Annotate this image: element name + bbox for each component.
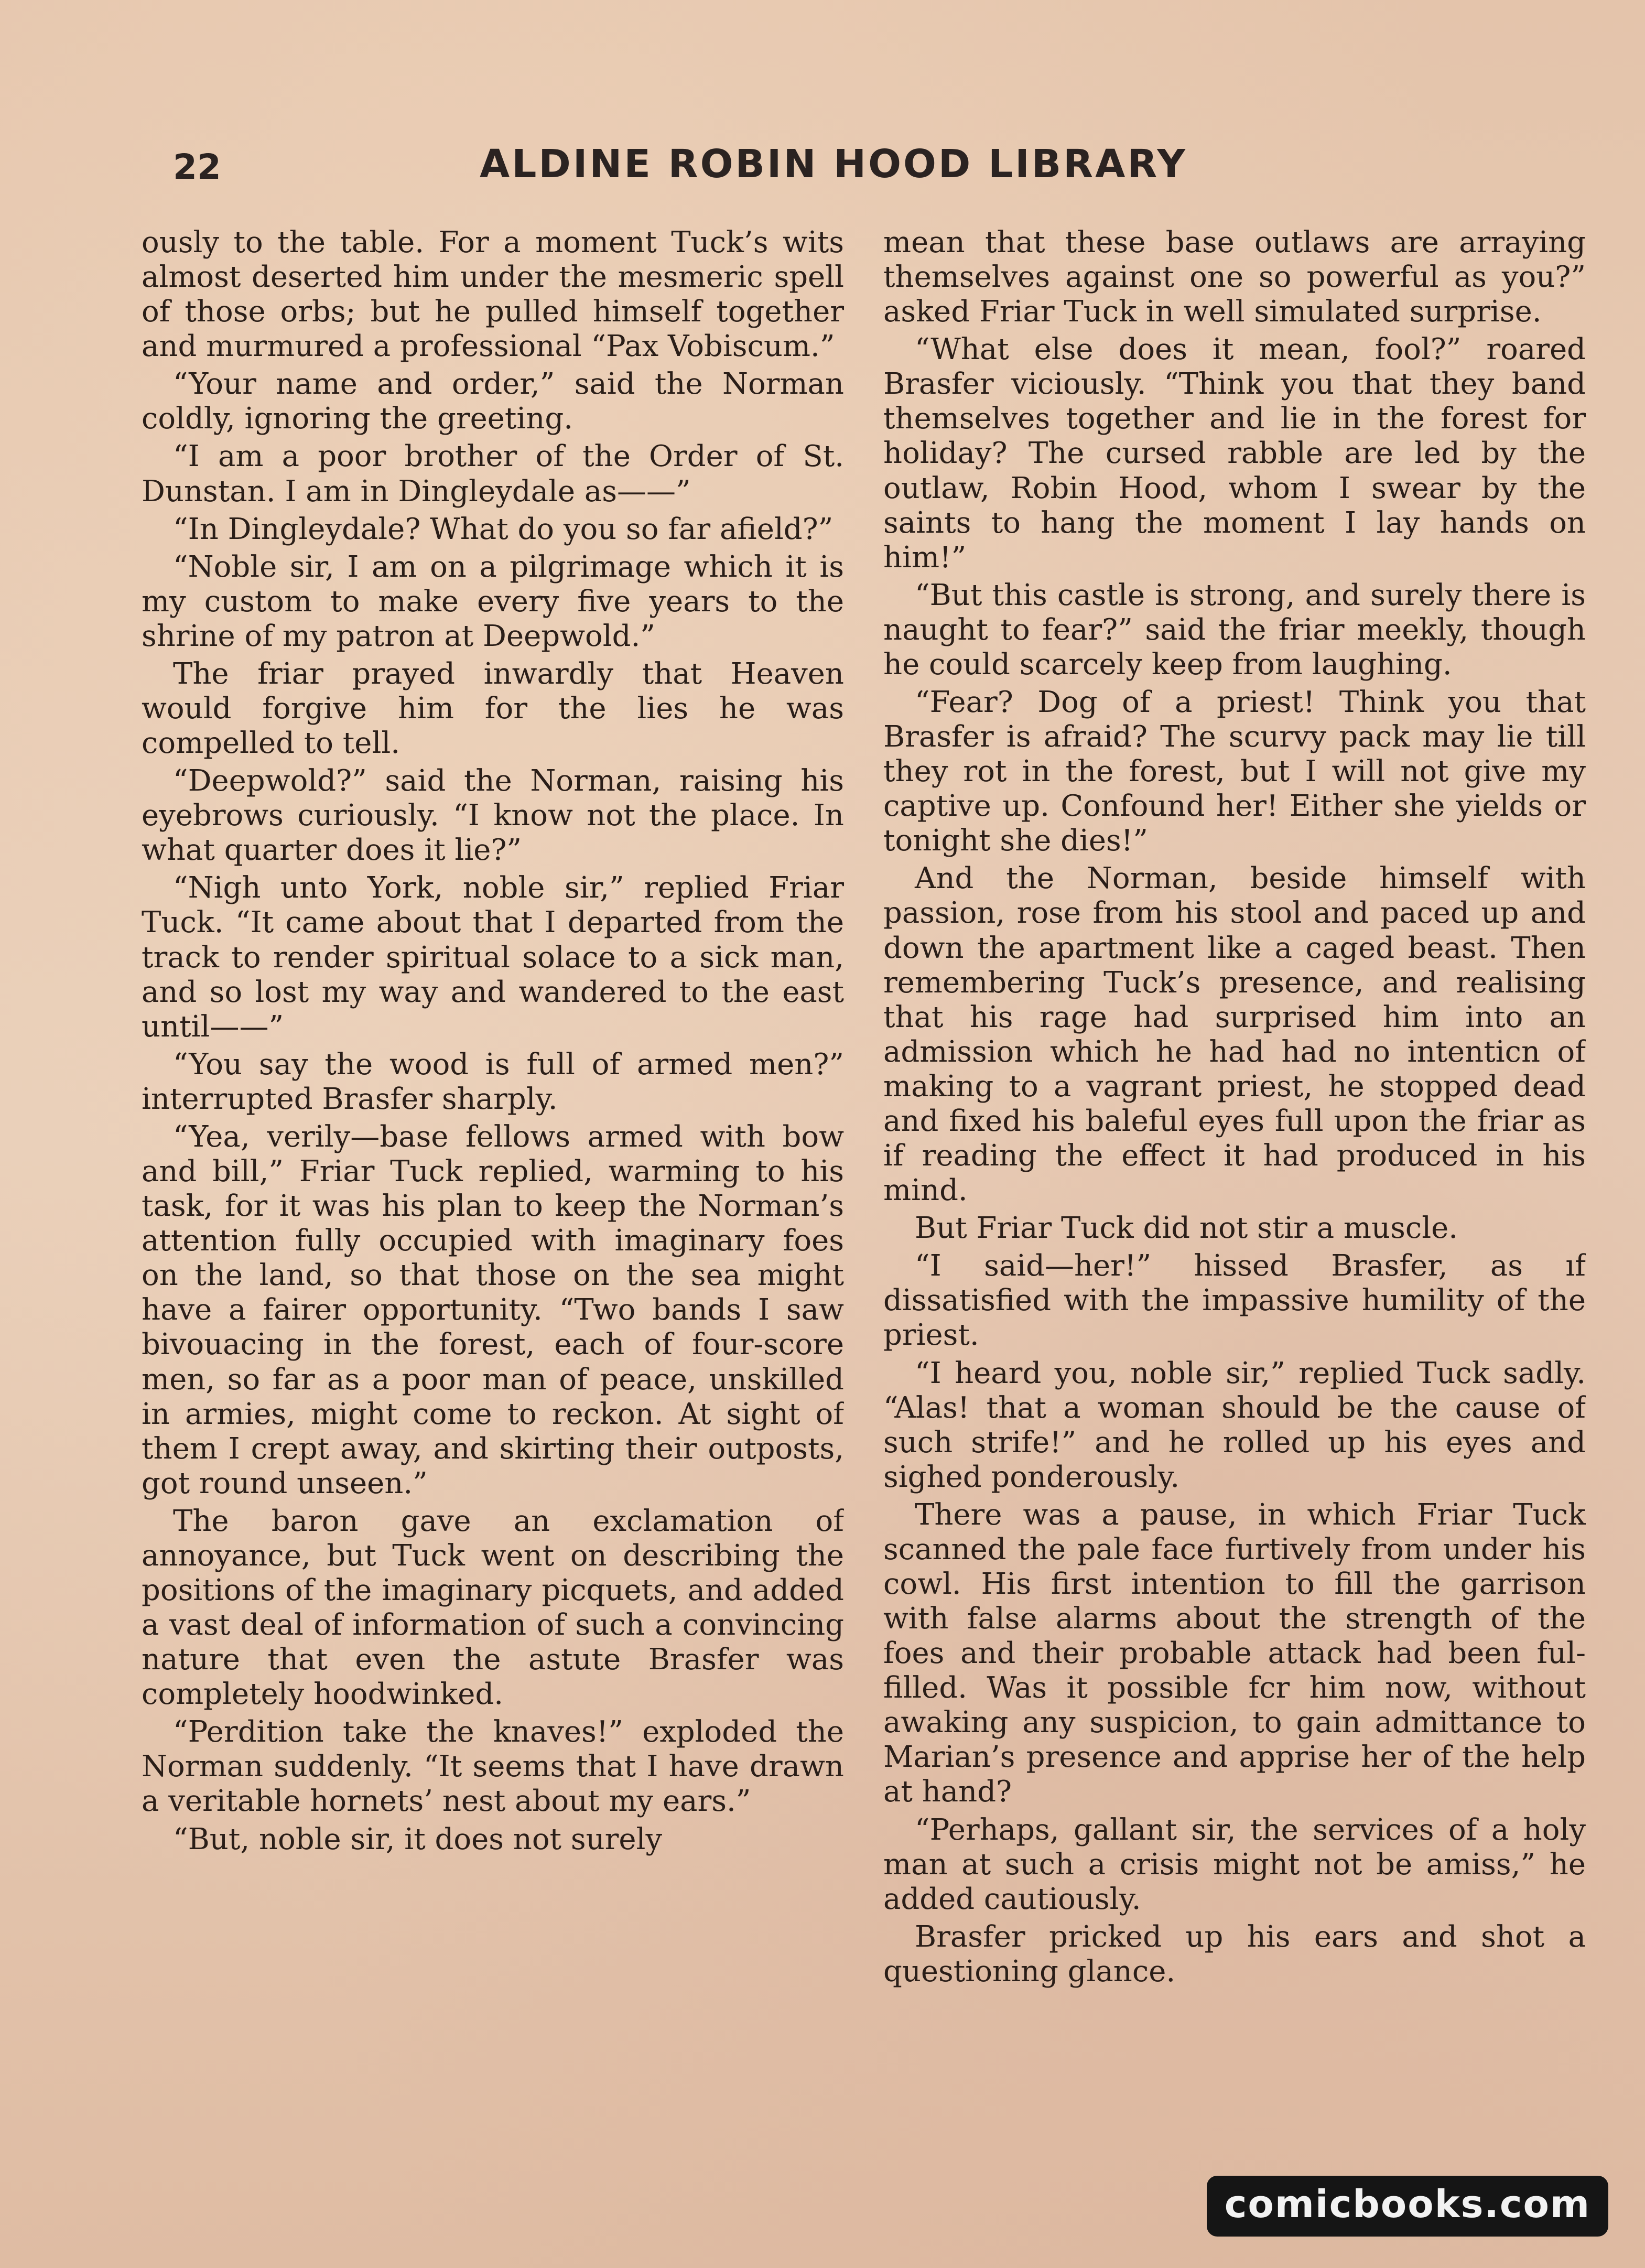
- paragraph: “But, noble sir, it does not surely: [173, 1822, 663, 1856]
- paragraph: “I heard you, noble sir,” replied Tuck sadly. “Alas! that a woman should be the cause of such strife!” and he rolled up his eyes and sighed ponderously.: [883, 1356, 1586, 1494]
- paragraph: “What else does it mean, fool?” roared Brasfer viciously. “Think you that they band themselves together and lie in the forest for holiday? The cursed rabble are led by the outlaw, Robin Hood, whom I swear by the saints to hang the moment I lay hands on him!”: [883, 332, 1586, 575]
- page-number: 22: [173, 147, 221, 187]
- paragraph: “Perhaps, gallant sir, the services of a holy man at such a crisis might not be amiss,” he added cautiously.: [883, 1812, 1586, 1916]
- page-header: [173, 142, 1546, 199]
- paragraph: “But this castle is strong, and surely there is naught to fear?” said the friar meekly, though he could scarcely keep from laughing.: [883, 578, 1586, 682]
- paragraph: There was a pause, in which Friar Tuck scanned the pale face furtively from under his cowl. His first intention to fill the garrison with false alarms about the strength of the foes and their probable attack had been fulfilled. Was it possible fcr him now, without awaking any suspicion, to gain admittance to Marian’s presence and apprise her of the help at hand?: [883, 1497, 1586, 1809]
- paragraph: The friar prayed inwardly that Heaven would forgive him for the lies he was compelled to tell.: [142, 656, 844, 761]
- paragraph: “Fear? Dog of a priest! Think you that Brasfer is afraid? The scurvy pack may lie till they rot in the forest, but I will not give my captive up. Confound her! Either she yields or tonight she dies!”: [883, 685, 1586, 858]
- paragraph: “Nigh unto York, noble sir,” replied Friar Tuck. “It came about that I departed from the track to render spiritual solace to a sick man, and so lost my way and wandered to the east until——”: [142, 871, 844, 1044]
- paragraph: “I am a poor brother of the Order of St. Dunstan. I am in Dingleydale as——”: [142, 439, 844, 509]
- paragraph: “Noble sir, I am on a pilgrimage which it is my custom to make every five years to the shrine of my patron at Deepwold.”: [142, 549, 844, 653]
- paragraph: “In Dingleydale? What do you so far afield?”: [173, 512, 834, 546]
- text-column-left: [142, 225, 844, 2176]
- paragraph: “Your name and order,” said the Norman coldly, ignoring the greeting.: [142, 367, 844, 436]
- paragraph: “Perdition take the knaves!” exploded the Norman suddenly. “It seems that I have drawn a veritable hornets’ nest about my ears.”: [142, 1715, 844, 1819]
- paragraph: mean that these base outlaws are arraying themselves against one so powerful as you?” asked Friar Tuck in well simulated surprise.: [883, 225, 1586, 329]
- paragraph: “You say the wood is full of armed men?” interrupted Brasfer sharply.: [142, 1047, 844, 1116]
- paragraph: “Yea, verily—base fellows armed with bow and bill,” Friar Tuck replied, warming to his task, for it was his plan to keep the Norman’s attention fully occupied with imaginary foes on the land, so that those on the sea might have a fairer opportunity. “Two bands I saw bivouacing in the forest, each of four-score men, so far as a poor man of peace, unskilled in armies, might come to reckon. At sight of them I crept away, and skirting their outposts, got round unseen.”: [142, 1119, 844, 1500]
- paragraph: And the Norman, beside himself with passion, rose from his stool and paced up and down the apartment like a caged beast. Then remembering Tuck’s presence, and realising that his rage had surprised him into an admission which he had had no intenticn of making to a vagrant priest, he stopped dead and fixed his baleful eyes full upon the friar as if reading the effect it had produced in his mind.: [883, 861, 1586, 1208]
- running-title: ALDINE ROBIN HOOD LIBRARY: [480, 142, 1187, 187]
- paragraph: The baron gave an exclamation of annoyance, but Tuck went on describing the positions of the imaginary picquets, and added a vast deal of information of such a convincing nature that even the astute Brasfer was completely hoodwinked.: [142, 1504, 844, 1712]
- paragraph: “I said—her!” hissed Brasfer, as ıf dissatisfied with the impassive humility of the priest.: [883, 1249, 1586, 1353]
- text-column-right: [883, 225, 1586, 2176]
- paragraph: But Friar Tuck did not stir a muscle.: [915, 1211, 1458, 1246]
- source-watermark: comicbooks.com: [1207, 2176, 1608, 2237]
- paragraph: “Deepwold?” said the Norman, raising his eyebrows curiously. “I know not the place. In what quarter does it lie?”: [142, 764, 844, 868]
- paragraph: ously to the table. For a moment Tuck’s wits almost deserted him under the mesmeric spell of those orbs; but he pulled himself together and murmured a professional “Pax Vobiscum.”: [142, 225, 844, 364]
- paragraph: Brasfer pricked up his ears and shot a questioning glance.: [883, 1919, 1586, 1989]
